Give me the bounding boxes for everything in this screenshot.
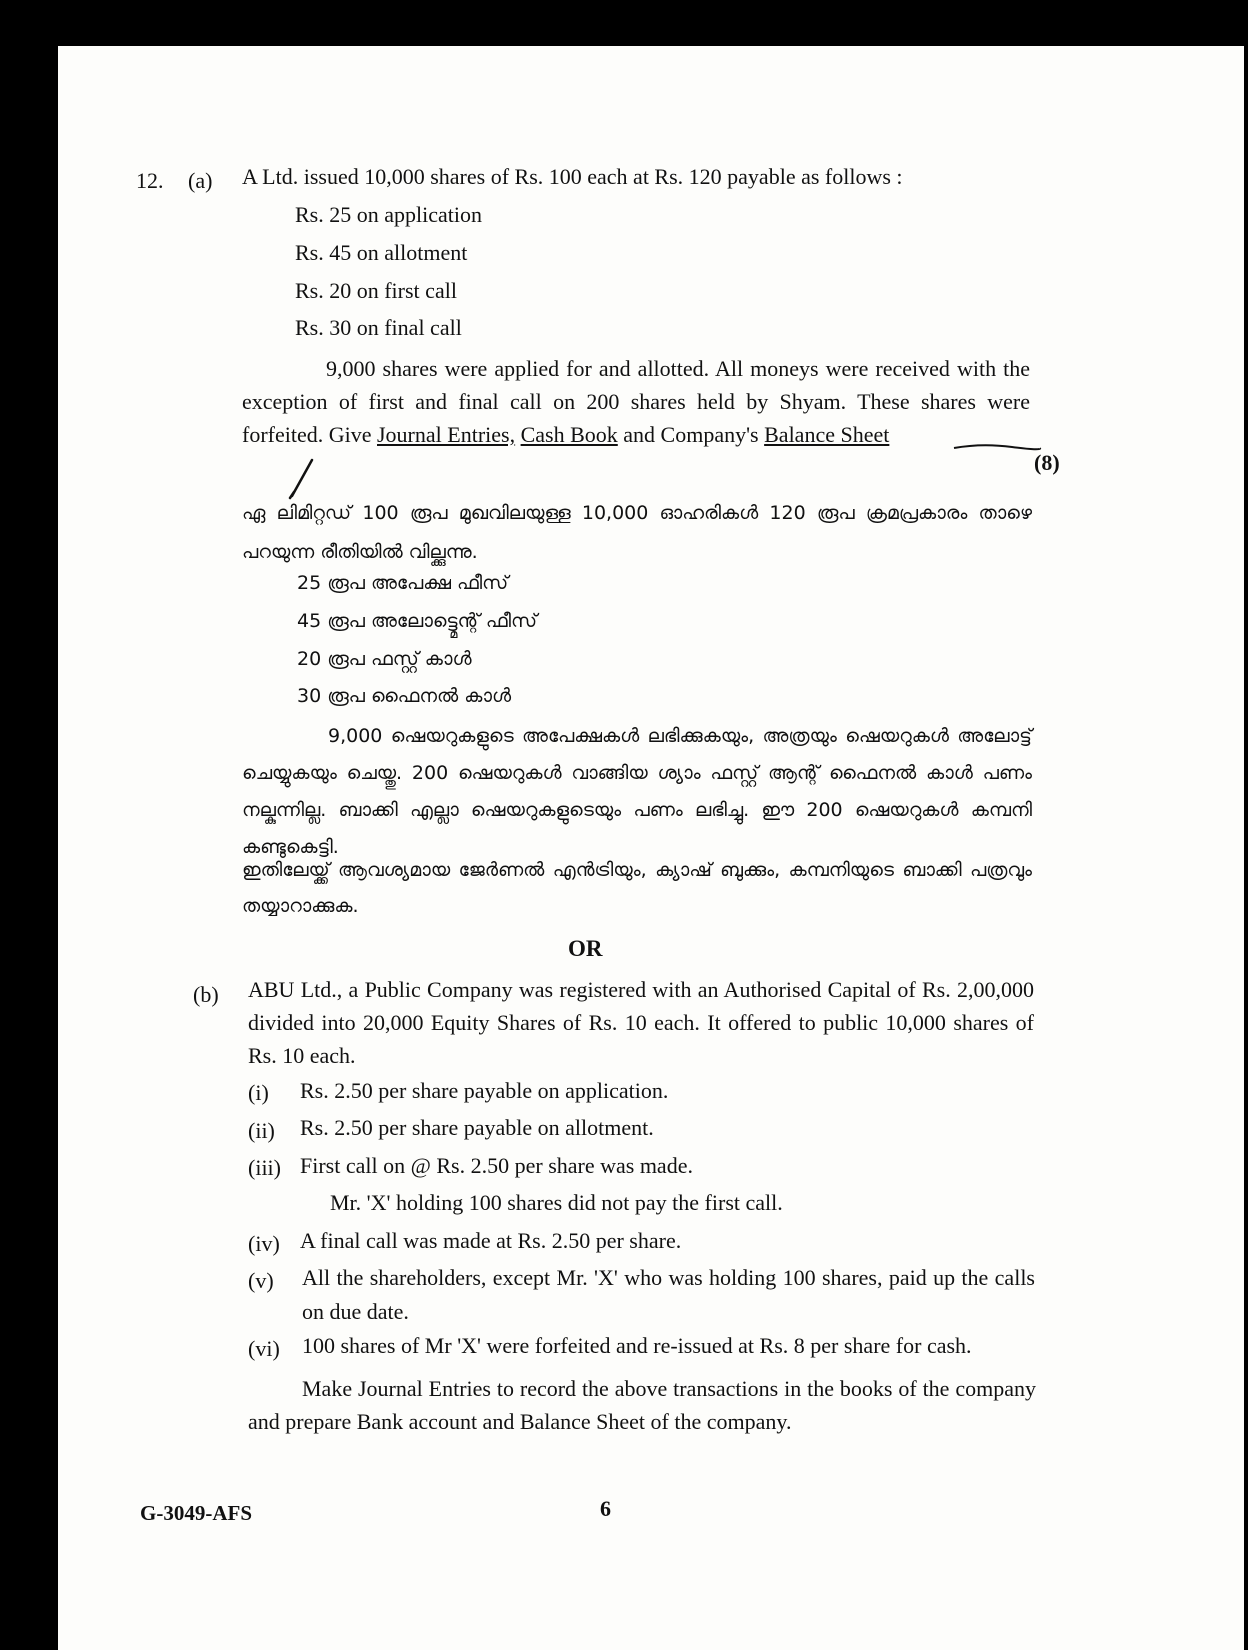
pen-underline-mark <box>952 442 1042 454</box>
marks-label: (8) <box>1034 450 1060 475</box>
journal-entries-phrase: Journal Entries, <box>377 422 516 447</box>
page-number: 6 <box>600 1496 611 1521</box>
part-b-label: (b) <box>193 982 219 1007</box>
part-a-paragraph <box>242 352 1030 451</box>
or-separator: OR <box>568 936 603 961</box>
balance-sheet-phrase: Balance Sheet <box>764 422 890 447</box>
cash-book-phrase: Cash Book <box>520 422 618 447</box>
list-number: (iv) <box>248 1231 280 1256</box>
part-b-task: Make Journal Entries to record the above transactions in the books of the company and prepare Bank account and Balance Sheet of the company. <box>248 1376 1036 1434</box>
ml-installment-item: 30 രൂപ ഫൈനൽ കാൾ <box>297 685 512 707</box>
part-a-paragraph-mid: and Company's <box>617 422 765 447</box>
installment-item: Rs. 20 on first call <box>295 278 457 303</box>
question-number: 12. <box>136 168 164 193</box>
part-b-intro: ABU Ltd., a Public Company was registered with an Authorised Capital of Rs. 2,00,000 divided into 20,000 Equity Shares of Rs. 10 each. It offered to public 10,000 shares of Rs. 10 each. <box>248 977 1034 1068</box>
installment-item: Rs. 30 on final call <box>295 315 462 340</box>
ml-paragraph: 9,000 ഷെയറുകളുടെ അപേക്ഷകൾ ലഭിക്കുകയും, അത്രയും ഷെയറുകൾ അലോട്ട് ചെയ്യുകയും ചെയ്തു. 200 ഷെയറുകൾ വാങ്ങിയ ശ്യാം ഫസ്റ്റ് ആന്റ് ഫൈനൽ കാൾ പണം നല്കുന്നില്ല. ബാക്കി എല്ലാ ഷെയറുകളുടെയും പണം ലഭിച്ചു. ഈ 200 ഷെയറുകൾ കമ്പനി കണ്ടുകെട്ടി. <box>242 725 1032 858</box>
installment-item: Rs. 25 on application <box>295 202 482 227</box>
list-item: Rs. 2.50 per share payable on application. <box>300 1078 669 1103</box>
list-item: 100 shares of Mr 'X' were forfeited and re-issued at Rs. 8 per share for cash. <box>302 1333 972 1358</box>
ml-installment-item: 45 രൂപ അലോട്ട്മെന്റ് ഫീസ് <box>297 610 538 632</box>
list-item: All the shareholders, except Mr. 'X' who was holding 100 shares, paid up the calls on due date. <box>302 1265 1035 1324</box>
list-number: (iii) <box>248 1155 281 1180</box>
list-item: Rs. 2.50 per share payable on allotment. <box>300 1115 654 1140</box>
ml-intro: ഏ ലിമിറ്റഡ് 100 രൂപ മുഖവിലയുള്ള 10,000 ഓഹരികൾ 120 രൂപ ക്രമപ്രകാരം താഴെ പറയുന്ന രീതിയിൽ വില്ക്കുന്നു. <box>242 502 1032 563</box>
installment-item: Rs. 45 on allotment <box>295 240 468 265</box>
list-number: (v) <box>248 1268 274 1293</box>
paper-code: G-3049-AFS <box>140 1501 252 1525</box>
list-item: A final call was made at Rs. 2.50 per share. <box>300 1228 682 1253</box>
part-a-intro: A Ltd. issued 10,000 shares of Rs. 100 each at Rs. 120 payable as follows : <box>242 164 903 189</box>
list-number: (vi) <box>248 1336 280 1361</box>
list-number: (i) <box>248 1080 269 1105</box>
list-number: (ii) <box>248 1118 275 1143</box>
ml-installment-item: 25 രൂപ അപേക്ഷ ഫീസ് <box>297 572 509 594</box>
list-item: First call on @ Rs. 2.50 per share was made. <box>300 1153 693 1178</box>
ml-task: ഇതിലേയ്ക്ക് ആവശ്യമായ ജേർണൽ എൻട്രിയും, ക്യാഷ് ബുക്കും, കമ്പനിയുടെ ബാക്കി പത്രവും തയ്യാറാക്കുക. <box>242 859 1032 917</box>
ml-installment-item: 20 രൂപ ഫസ്റ്റ് കാൾ <box>297 648 472 670</box>
list-item-note: Mr. 'X' holding 100 shares did not pay the first call. <box>330 1190 783 1215</box>
part-a-label: (a) <box>188 168 213 193</box>
part-a-paragraph-lead: 9,000 shares were applied for and allotted. All moneys were received with the exception of first and final call on 200 shares held by Shyam. These shares were forfeited. Give <box>242 356 1030 447</box>
